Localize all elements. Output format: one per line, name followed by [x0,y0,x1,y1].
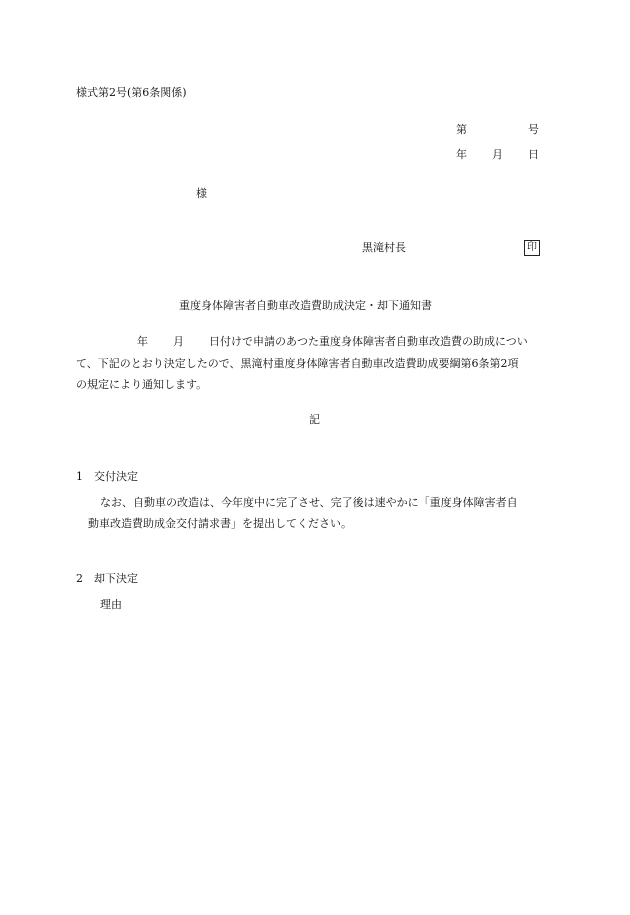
body-line1: 日付けで申請のあつた重度身体障害者自動車改造費の助成につい [209,335,528,348]
section1-heading: 1 交付決定 [76,470,138,483]
date-day: 日 [528,148,539,161]
form-number: 様式第2号(第6条関係) [76,86,187,99]
issuer-title: 黒滝村長 [362,241,406,254]
document-title: 重度身体障害者自動車改造費助成決定・却下通知書 [179,299,432,312]
body-month: 月 [173,335,184,348]
date-year: 年 [456,148,467,161]
body-year: 年 [137,335,148,348]
body-line3: の規定により通知します。 [76,378,208,391]
ref-go: 号 [528,123,539,136]
body-line2: て、下記のとおり決定したので、黒滝村重度身体障害者自動車改造費助成要綱第6条第2項 [76,357,519,370]
date-month: 月 [492,148,503,161]
section2-heading: 2 却下決定 [76,572,138,585]
section1-line1: なお、自動車の改造は、今年度中に完了させ、完了後は速やかに「重度身体障害者自 [100,496,518,509]
ki-label: 記 [309,413,320,426]
section2-reason-label: 理由 [100,598,122,611]
seal-stamp: 印 [524,240,540,256]
ref-dai: 第 [456,123,467,136]
addressee-suffix: 様 [196,187,207,200]
section1-line2: 動車改造費助成金交付請求書」を提出してください。 [88,517,352,530]
